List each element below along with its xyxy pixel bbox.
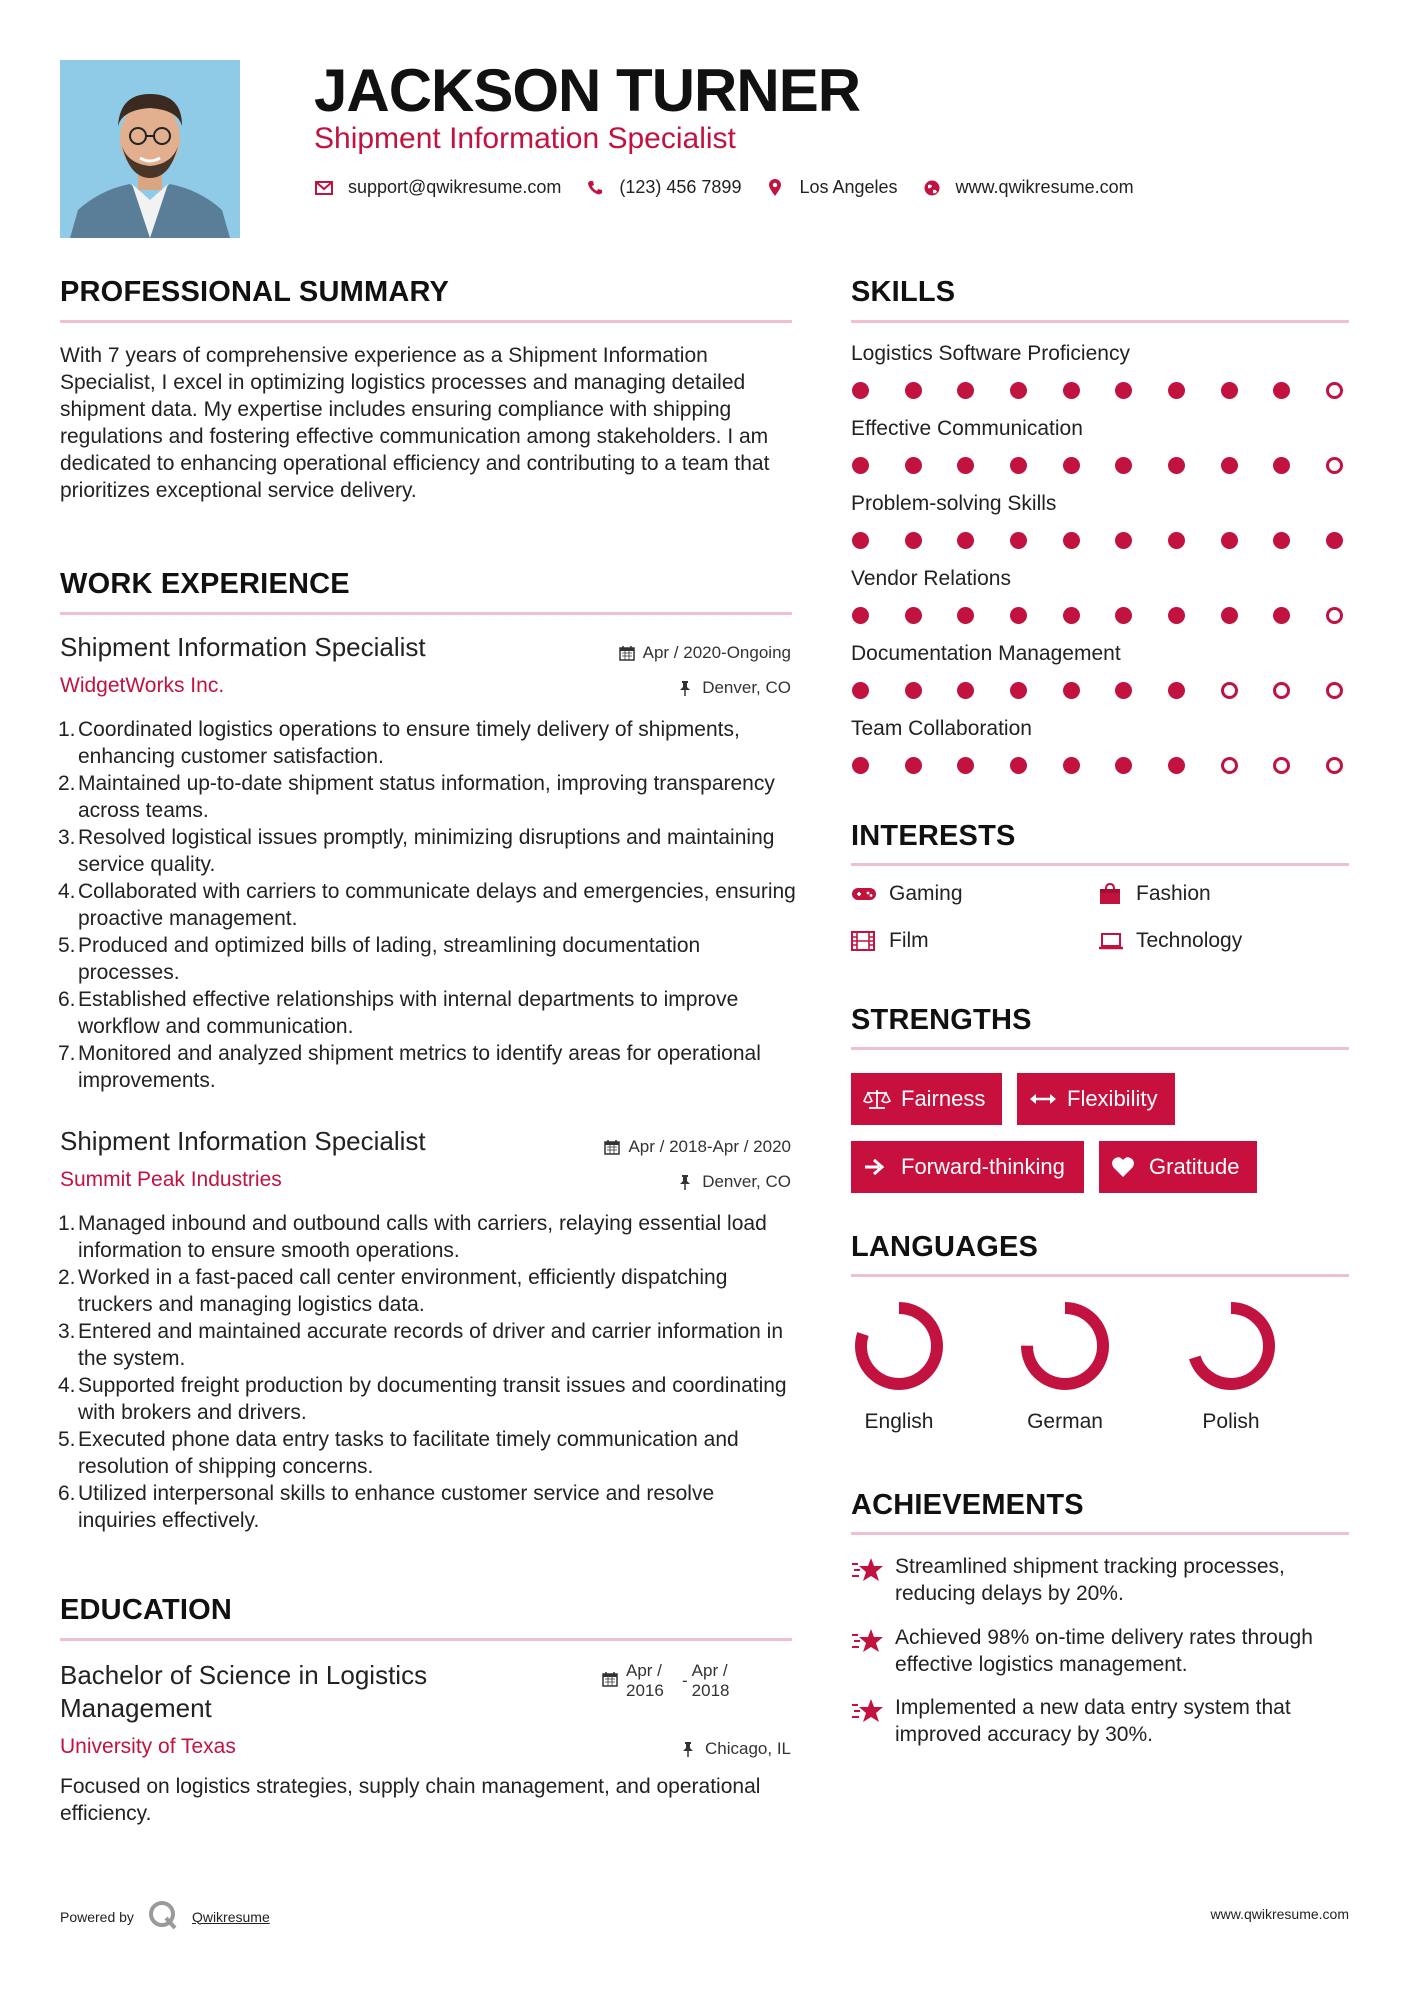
rating-dot-filled [905,382,922,399]
rating-dot-filled [957,382,974,399]
rating-dot-empty [1326,682,1343,699]
achievement-item [851,1553,1351,1607]
rating-dot-filled [1063,757,1080,774]
summary-divider [60,320,792,323]
rating-dot-empty [1326,382,1343,399]
rating-dot-filled [1063,682,1080,699]
job-title: Shipment Information Specialist [60,1126,426,1156]
rating-dot-filled [905,757,922,774]
rating-dot-empty [1326,607,1343,624]
rating-dot-empty [1326,757,1343,774]
rating-dot-filled [1326,532,1343,549]
skill-label: Team Collaboration [851,717,1032,740]
map-pin-icon [765,178,785,198]
rating-dot-filled [1115,607,1132,624]
achievement-item [851,1694,1351,1748]
profile-photo [60,60,240,238]
phone-text: (123) 456 7899 [619,177,742,197]
language-item [839,1298,959,1434]
rating-dot-empty [1221,682,1238,699]
footer-powered-by [60,1900,270,1933]
list-item: 1. Managed inbound and outbound calls with carriers, relaying essential load information to ensure smooth operations. [58,1212,767,1262]
job-location [678,1172,791,1192]
skill-label: Logistics Software Proficiency [851,342,1130,365]
strength-chip-gratitude [1099,1141,1257,1193]
rating-dot-filled [1168,532,1185,549]
rating-dot-filled [1063,607,1080,624]
skill-rating [852,607,1343,624]
skill-rating [852,757,1343,774]
interest-gaming [851,882,963,906]
rating-dot-filled [852,607,869,624]
website-text: www.qwikresume.com [955,177,1134,197]
degree-title: Bachelor of Science in Logistics Management [60,1660,428,1723]
contact-location [765,177,897,198]
list-item: 2. Maintained up-to-date shipment status information, improving transparency across teams. [58,772,775,822]
skills-divider [851,320,1349,323]
rating-dot-filled [1115,757,1132,774]
rating-dot-filled [852,532,869,549]
rating-dot-filled [1115,457,1132,474]
strength-label: Fairness [901,1086,986,1111]
education-location [681,1739,791,1759]
rating-dot-filled [957,757,974,774]
rating-dot-filled [852,457,869,474]
experience-title: WORK EXPERIENCE [60,568,350,600]
strengths-divider [851,1047,1349,1050]
list-item: 1. Coordinated logistics operations to ensure timely delivery of shipments, enhancing customer satisfaction. [58,718,740,768]
location-text: Los Angeles [799,177,898,197]
language-proficiency-ring [1183,1298,1279,1394]
interests-title: INTERESTS [851,820,1016,852]
heart-icon [1111,1156,1139,1178]
rating-dot-empty [1326,457,1343,474]
rating-dot-filled [1115,682,1132,699]
job-location-text: Denver, CO [702,1172,791,1191]
contact-website[interactable] [922,177,1134,198]
rating-dot-filled [1168,757,1185,774]
language-item [1005,1298,1125,1434]
achievement-text: Achieved 98% on-time delivery rates through effective logistics management. [895,1626,1313,1676]
rating-dot-filled [1010,457,1027,474]
language-item [1171,1298,1291,1434]
rating-dot-filled [1221,532,1238,549]
arrows-horizontal-icon [1029,1088,1057,1110]
list-item: 7. Monitored and analyzed shipment metrics to identify areas for operational improvements. [58,1042,761,1092]
strength-label: Flexibility [1067,1086,1158,1111]
job-location-text: Denver, CO [702,678,791,697]
skill-rating [852,382,1343,399]
job-date-text: Apr / 2020-Ongoing [642,643,791,662]
strength-chip-forward-thinking [851,1141,1084,1193]
star-icon [851,1696,885,1726]
shopping-bag-icon [1098,883,1124,905]
rating-dot-filled [1221,382,1238,399]
rating-dot-filled [957,532,974,549]
list-item: 6. Utilized interpersonal skills to enhance customer service and resolve inquiries effectively. [58,1482,715,1532]
language-label: Polish [1202,1410,1260,1433]
powered-by-label: Powered by [60,1908,134,1925]
language-proficiency-ring [851,1298,947,1394]
qwikresume-logo-icon [148,1900,178,1933]
strength-chip-flexibility [1017,1073,1175,1125]
interest-label: Technology [1136,929,1243,952]
education-date-start: Apr / 2016 [626,1661,664,1700]
rating-dot-filled [1115,532,1132,549]
rating-dot-filled [1010,757,1027,774]
email-text: support@qwikresume.com [348,177,562,197]
contact-bar [314,177,1158,198]
rating-dot-filled [957,682,974,699]
language-proficiency-ring [1017,1298,1113,1394]
achievements-divider [851,1532,1349,1535]
rating-dot-filled [905,607,922,624]
rating-dot-filled [905,682,922,699]
job-date-text: Apr / 2018-Apr / 2020 [628,1137,791,1156]
strength-label: Forward-thinking [901,1154,1065,1179]
rating-dot-filled [1273,382,1290,399]
interest-fashion [1098,882,1211,906]
language-label: English [864,1410,934,1433]
arrow-right-icon [863,1156,891,1178]
pushpin-icon [678,1174,694,1190]
skill-rating [852,457,1343,474]
rating-dot-filled [1010,607,1027,624]
list-item: 2. Worked in a fast-paced call center environment, efficiently dispatching truckers and managing logistics data. [58,1266,728,1316]
job-company: Summit Peak Industries [60,1168,282,1191]
balance-scale-icon [863,1088,891,1110]
laptop-icon [1098,930,1124,952]
list-item: 3. Resolved logistical issues promptly, minimizing disruptions and maintaining service quality. [58,826,775,876]
list-item: 5. Executed phone data entry tasks to facilitate timely communication and resolution of shipping concerns. [58,1428,739,1478]
rating-dot-filled [1063,382,1080,399]
film-icon [851,930,877,952]
list-item: 4. Collaborated with carriers to communicate delays and emergencies, ensuring proactive management. [58,880,796,930]
rating-dot-filled [905,457,922,474]
rating-dot-filled [1010,382,1027,399]
rating-dot-filled [957,457,974,474]
rating-dot-filled [1168,457,1185,474]
achievement-text: Streamlined shipment tracking processes, reducing delays by 20%. [895,1555,1285,1605]
job-duties-list [60,716,796,1094]
qwikresume-link[interactable]: Qwikresume [191,1908,270,1925]
rating-dot-filled [1273,457,1290,474]
strength-label: Gratitude [1149,1154,1240,1179]
rating-dot-filled [1010,682,1027,699]
skills-title: SKILLS [851,276,956,308]
languages-divider [851,1274,1349,1277]
skill-label: Effective Communication [851,417,1083,440]
phone-icon [585,178,605,198]
experience-divider [60,612,792,615]
rating-dot-filled [1168,607,1185,624]
rating-dot-filled [1010,532,1027,549]
contact-email[interactable] [314,177,561,198]
skill-label: Vendor Relations [851,567,1011,590]
pushpin-icon [681,1741,697,1757]
language-proficiency-arc [1193,1308,1269,1384]
summary-text: With 7 years of comprehensive experience as a Shipment Information Specialist, I excel in optimizing logistics processes and managing detailed shipment data. My expertise includes ensuring compliance with shipping regulations and fostering effective communication among stakeholders. I am dedicated to enhancing operational efficiency and contributing to a team that prioritizes exceptional service delivery. [60,344,770,502]
rating-dot-filled [1273,532,1290,549]
star-icon [851,1555,885,1585]
rating-dot-filled [905,532,922,549]
footer-site[interactable]: www.qwikresume.com [1210,1906,1349,1922]
star-icon [851,1626,885,1656]
education-date-end: Apr / 2018 [691,1661,730,1700]
education-date-separator: - [682,1671,688,1690]
education-location-text: Chicago, IL [705,1739,791,1758]
calendar-icon [619,645,635,661]
interests-divider [851,863,1349,866]
job-date [619,643,791,663]
rating-dot-filled [852,382,869,399]
achievement-item [851,1624,1351,1678]
gamepad-icon [851,883,877,905]
strength-chip-fairness [851,1073,1002,1125]
rating-dot-filled [1115,382,1132,399]
interest-label: Gaming [889,882,963,905]
rating-dot-filled [957,607,974,624]
interest-film [851,929,929,953]
rating-dot-empty [1273,757,1290,774]
school-name: University of Texas [60,1735,236,1758]
rating-dot-filled [1273,607,1290,624]
language-label: German [1027,1410,1103,1433]
rating-dot-filled [1168,682,1185,699]
list-item: 4. Supported freight production by documenting transit issues and coordinating with brokers and drivers. [58,1374,787,1424]
rating-dot-empty [1273,682,1290,699]
pushpin-icon [678,680,694,696]
education-title: EDUCATION [60,1594,233,1626]
calendar-icon [602,1671,618,1687]
rating-dot-filled [1221,457,1238,474]
skill-label: Problem-solving Skills [851,492,1057,515]
job-title: Shipment Information Specialist [60,632,426,662]
achievements-title: ACHIEVEMENTS [851,1489,1084,1521]
education-description: Focused on logistics strategies, supply chain management, and operational efficiency. [60,1775,761,1825]
job-location [678,678,791,698]
strengths-title: STRENGTHS [851,1004,1032,1036]
contact-phone[interactable] [585,177,741,198]
skill-rating [852,532,1343,549]
job-duties-list [60,1210,796,1534]
rating-dot-filled [1168,382,1185,399]
globe-icon [922,178,942,198]
rating-dot-filled [1221,607,1238,624]
interest-technology [1098,929,1242,953]
interest-label: Film [889,929,929,952]
languages-title: LANGUAGES [851,1231,1039,1263]
list-item: 5. Produced and optimized bills of lading, streamlining documentation processes. [58,934,701,984]
rating-dot-empty [1221,757,1238,774]
rating-dot-filled [1063,457,1080,474]
interest-label: Fashion [1136,882,1211,905]
rating-dot-filled [1063,532,1080,549]
rating-dot-filled [852,757,869,774]
summary-title: PROFESSIONAL SUMMARY [60,276,450,308]
candidate-role: Shipment Information Specialist [314,122,736,155]
language-proficiency-arc [1027,1308,1103,1384]
list-item: 6. Established effective relationships with internal departments to improve workflow and communication. [58,988,739,1038]
education-date [602,1661,742,1701]
job-date [604,1137,791,1157]
skill-rating [852,682,1343,699]
education-divider [60,1638,792,1641]
job-company: WidgetWorks Inc. [60,674,225,697]
candidate-name: JACKSON TURNER [314,57,861,124]
achievement-text: Implemented a new data entry system that improved accuracy by 30%. [895,1696,1291,1746]
calendar-icon [604,1139,620,1155]
language-proficiency-arc [861,1308,937,1384]
rating-dot-filled [852,682,869,699]
skill-label: Documentation Management [851,642,1121,665]
list-item: 3. Entered and maintained accurate records of driver and carrier information in the system. [58,1320,784,1370]
envelope-icon [314,178,334,198]
